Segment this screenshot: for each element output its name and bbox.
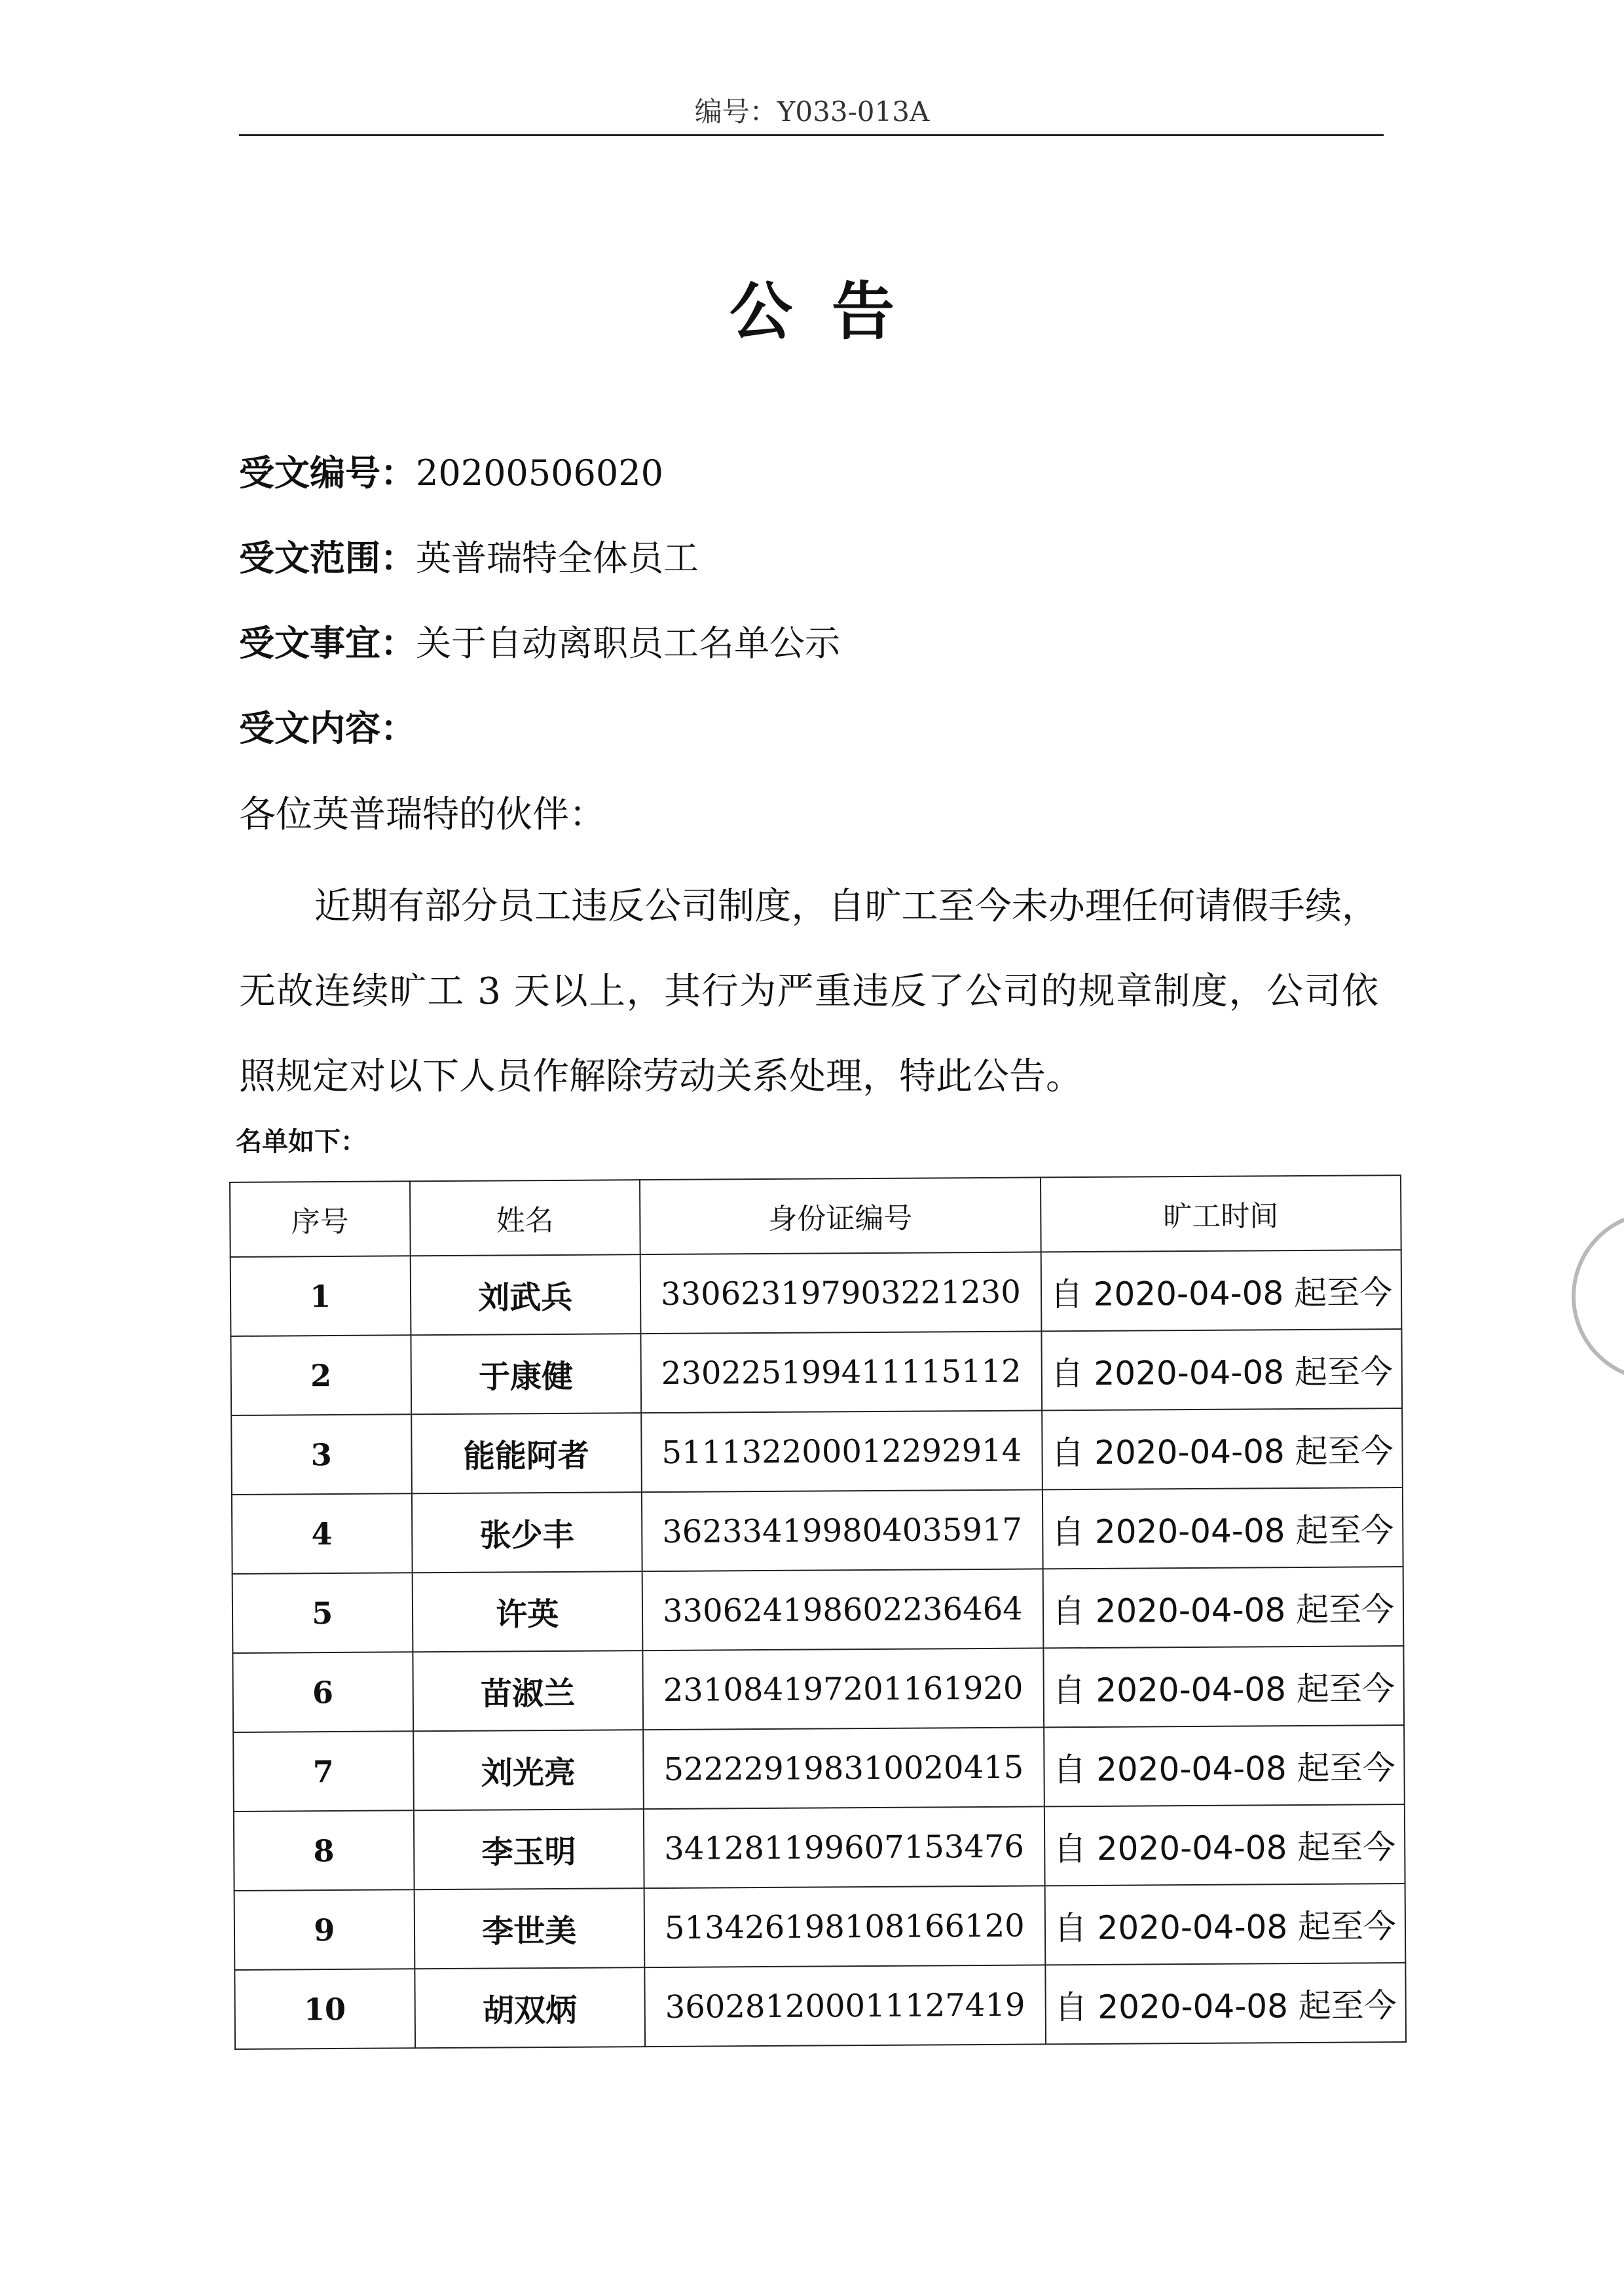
table-row	[234, 1804, 1405, 1891]
table-row	[232, 1487, 1403, 1574]
field-doc-number	[239, 445, 663, 496]
cell-id-number: 362334199804035917	[642, 1489, 1043, 1571]
document-code: 编号：Y033-013A	[694, 96, 930, 128]
cell-index: 8	[234, 1810, 414, 1891]
cell-name: 李玉明	[413, 1809, 644, 1889]
cell-id-number: 522229198310020415	[643, 1727, 1044, 1809]
cell-absence-period: 自 2020-04-08 起至今	[1043, 1567, 1403, 1648]
cell-name: 李世美	[414, 1888, 644, 1969]
company-seal	[1572, 1211, 1624, 1381]
cell-absence-period: 自 2020-04-08 起至今	[1043, 1487, 1403, 1569]
cell-id-number: 330624198602236464	[642, 1569, 1044, 1650]
field-label: 受文内容：	[239, 707, 416, 749]
table-row	[234, 1884, 1406, 1970]
cell-name: 许英	[412, 1571, 642, 1652]
field-label: 受文范围：	[239, 537, 416, 579]
field-scope	[239, 530, 699, 581]
cell-absence-period: 自 2020-04-08 起至今	[1041, 1329, 1402, 1410]
header-divider	[239, 134, 1384, 136]
cell-absence-period: 自 2020-04-08 起至今	[1041, 1250, 1401, 1331]
cell-index: 10	[234, 1969, 415, 2049]
cell-name: 刘光亮	[413, 1730, 644, 1810]
cell-absence-period: 自 2020-04-08 起至今	[1044, 1884, 1405, 1965]
header-absence-period: 旷工时间	[1041, 1175, 1401, 1252]
field-subject	[239, 615, 840, 666]
cell-absence-period: 自 2020-04-08 起至今	[1043, 1646, 1404, 1727]
greeting: 各位英普瑞特的伙伴：	[239, 793, 606, 836]
cell-id-number: 511132200012292914	[641, 1410, 1043, 1492]
cell-name: 张少丰	[411, 1492, 642, 1573]
table-row	[231, 1250, 1402, 1336]
table-row	[232, 1567, 1404, 1653]
cell-index: 1	[231, 1256, 411, 1336]
cell-name: 刘武兵	[410, 1254, 640, 1335]
table-row	[231, 1329, 1402, 1415]
cell-id-number: 513426198108166120	[644, 1886, 1046, 1967]
field-value: 20200506020	[416, 452, 663, 494]
table-header-row	[230, 1175, 1401, 1257]
cell-index: 3	[231, 1414, 411, 1495]
table-row	[233, 1725, 1405, 1812]
cell-absence-period: 自 2020-04-08 起至今	[1044, 1804, 1405, 1886]
cell-id-number: 341281199607153476	[644, 1806, 1045, 1888]
field-value: 关于自动离职员工名单公示	[416, 623, 840, 664]
cell-index: 7	[233, 1731, 413, 1812]
cell-index: 5	[232, 1573, 413, 1653]
header-index: 序号	[230, 1181, 410, 1257]
table-row	[232, 1646, 1404, 1732]
table-row	[234, 1963, 1406, 2049]
header-name: 姓名	[410, 1180, 640, 1256]
cell-id-number: 230225199411115112	[640, 1331, 1042, 1413]
cell-index: 6	[232, 1652, 413, 1732]
body-paragraph: 近期有部分员工违反公司制度，自旷工至今未办理任何请假手续，无故连续旷工 3 天以上，其行为严重违反了公司的规章制度，公司依照规定对以下人员作解除劳动关系处理，特此公告。	[239, 885, 1378, 1098]
list-label: 名单如下：	[236, 1126, 367, 1157]
cell-index: 4	[232, 1493, 412, 1574]
cell-name: 胡双炳	[415, 1967, 645, 2048]
field-value: 英普瑞特全体员工	[416, 538, 699, 579]
field-label: 受文事宜：	[239, 622, 416, 664]
header-id-number: 身份证编号	[640, 1177, 1041, 1254]
table-row	[231, 1408, 1403, 1495]
cell-id-number: 360281200011127419	[644, 1965, 1046, 2047]
cell-absence-period: 自 2020-04-08 起至今	[1045, 1963, 1406, 2044]
cell-name: 苗淑兰	[413, 1650, 643, 1731]
cell-absence-period: 自 2020-04-08 起至今	[1044, 1725, 1405, 1806]
page-title: 公告	[729, 274, 934, 348]
cell-name: 于康健	[411, 1334, 641, 1414]
cell-name: 能能阿者	[411, 1413, 642, 1493]
field-content	[239, 701, 416, 751]
cell-id-number: 330623197903221230	[640, 1252, 1042, 1334]
cell-index: 2	[231, 1335, 411, 1415]
cell-absence-period: 自 2020-04-08 起至今	[1042, 1408, 1403, 1489]
cell-id-number: 231084197201161920	[642, 1648, 1044, 1730]
dismissal-table	[229, 1175, 1407, 2050]
cell-index: 9	[234, 1889, 415, 1970]
field-label: 受文编号：	[239, 452, 416, 494]
